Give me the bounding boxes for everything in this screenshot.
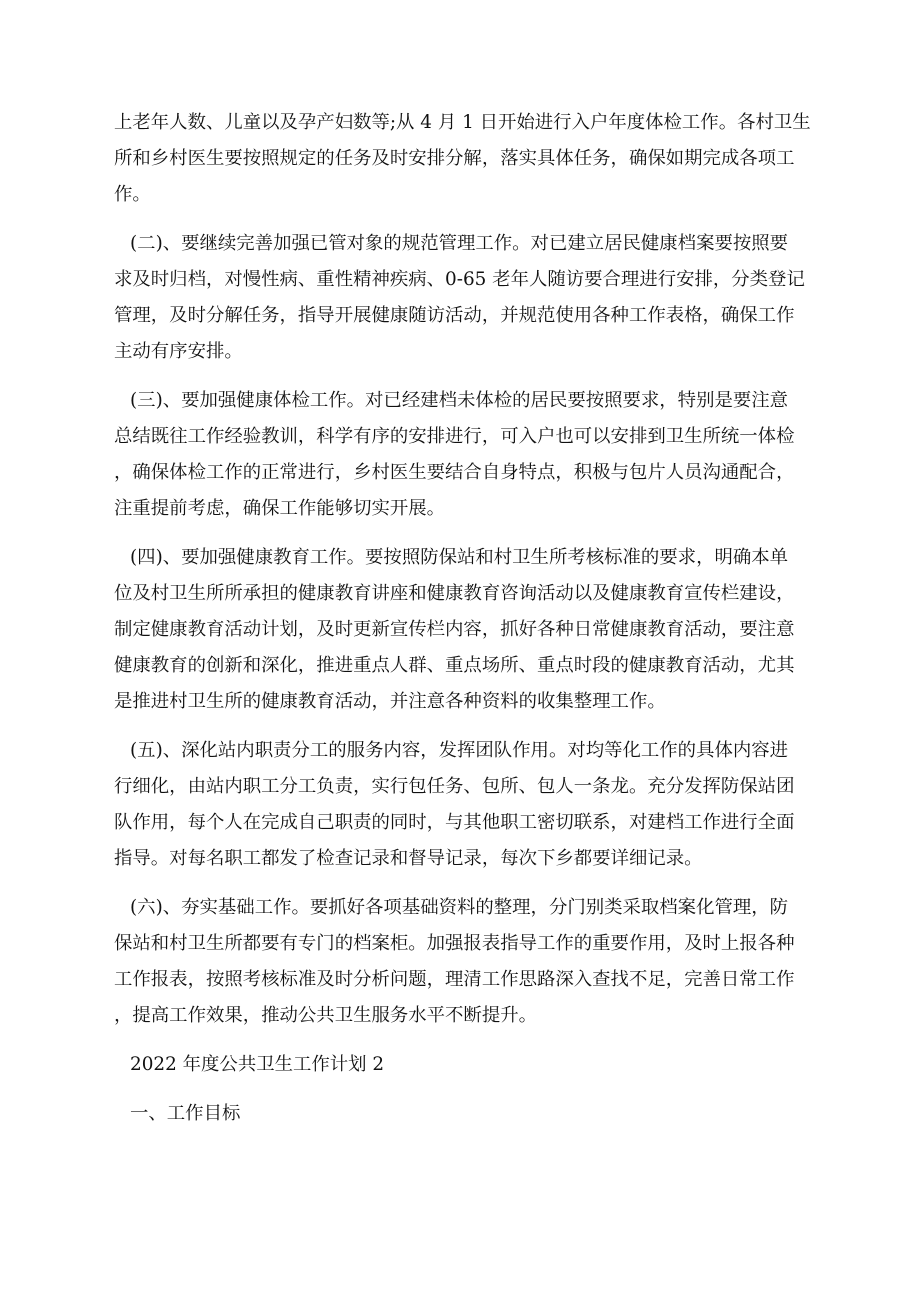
- paragraph-line: 制定健康教育活动计划，及时更新宣传栏内容，抓好各种日常健康教育活动，要注意: [114, 619, 795, 640]
- paragraph-line: 指导。对每名职工都发了检查记录和督导记录，每次下乡都要详细记录。: [114, 848, 703, 869]
- paragraph-line: (二)、要继续完善加强已管对象的规范管理工作。对已建立居民健康档案要按照要: [130, 233, 789, 254]
- paragraph-line: 所和乡村医生要按照规定的任务及时安排分解，落实具体任务，确保如期完成各项工: [114, 148, 795, 169]
- paragraph-line: 是推进村卫生所的健康教育活动，并注意各种资料的收集整理工作。: [114, 691, 666, 712]
- paragraph-line: ，提高工作效果，推动公共卫生服务水平不断提升。: [114, 1005, 537, 1026]
- paragraph-line: ，确保体检工作的正常进行，乡村医生要结合自身特点，积极与包片人员沟通配合，: [114, 462, 795, 483]
- paragraph-line: (三)、要加强健康体检工作。对已经建档未体检的居民要按照要求，特别是要注意: [130, 390, 789, 411]
- paragraph-line: 上老年人数、儿童以及孕产妇数等;从 4 月 1 日开始进行入户年度体检工作。各村卫生: [114, 112, 811, 133]
- paragraph-line: 保站和村卫生所都要有专门的档案柜。加强报表指导工作的重要作用，及时上报各种: [114, 933, 795, 954]
- paragraph-line: 位及村卫生所所承担的健康教育讲座和健康教育咨询活动以及健康教育宣传栏建设，: [114, 583, 795, 604]
- paragraph-line: (六)、夯实基础工作。要抓好各项基础资料的整理，分门别类采取档案化管理，防: [130, 897, 789, 918]
- paragraph-line: 求及时归档，对慢性病、重性精神疾病、0-65 老年人随访要合理进行安排，分类登记: [114, 269, 805, 290]
- paragraph-line: (四)、要加强健康教育工作。要按照防保站和村卫生所考核标准的要求，明确本单: [130, 547, 789, 568]
- paragraph-line: 健康教育的创新和深化，推进重点人群、重点场所、重点时段的健康教育活动，尤其: [114, 655, 795, 676]
- paragraph-line: (五)、深化站内职责分工的服务内容，发挥团队作用。对均等化工作的具体内容进: [130, 740, 789, 761]
- paragraph-line: 管理，及时分解任务，指导开展健康随访活动，并规范使用各种工作表格，确保工作: [114, 305, 795, 326]
- subheading-line: 一、工作目标: [130, 1103, 241, 1124]
- paragraph-line: 总结既往工作经验教训，科学有序的安排进行，可入户也可以安排到卫生所统一体检: [114, 426, 795, 447]
- paragraph-line: 工作报表，按照考核标准及时分析问题，理清工作思路深入查找不足，完善日常工作: [114, 969, 795, 990]
- paragraph-line: 作。: [114, 184, 151, 205]
- paragraph-line: 主动有序安排。: [114, 341, 243, 362]
- paragraph-line: 队作用，每个人在完成自己职责的同时，与其他职工密切联系，对建档工作进行全面: [114, 812, 795, 833]
- paragraph-line: 行细化，由站内职工分工负责，实行包任务、包所、包人一条龙。充分发挥防保站团: [114, 776, 795, 797]
- paragraph-line: 注重提前考虑，确保工作能够切实开展。: [114, 498, 446, 519]
- section-title-line: 2022 年度公共卫生工作计划 2: [130, 1054, 385, 1075]
